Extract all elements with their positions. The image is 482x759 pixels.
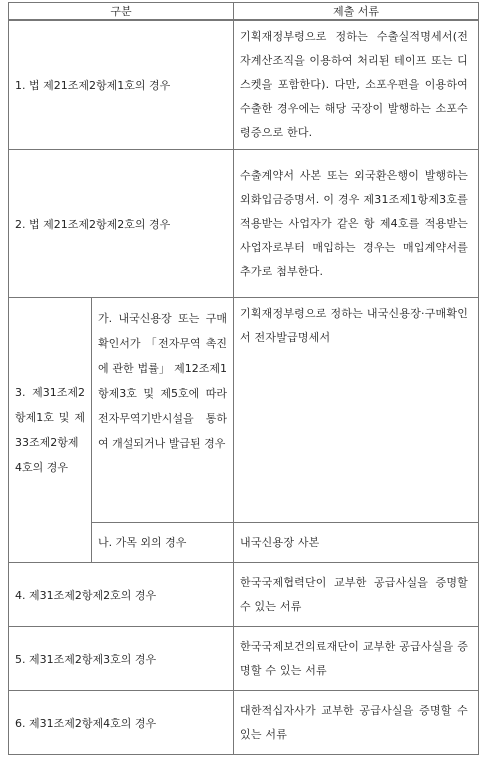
table-row — [9, 563, 479, 627]
header-row — [9, 3, 479, 21]
document-cell: 한국국제협력단이 교부한 공급사실을 증명할 수 있는 서류 — [234, 563, 479, 627]
subcase-a-cell: 가. 내국신용장 또는 구매확인서가 「전자무역 촉진에 관한 법률」 제12조제1항제3호 및 제5호에 따라 전자무역기반시설을 통하여 개설되거나 발급된 경우 — [92, 298, 234, 523]
document-cell: 수출계약서 사본 또는 외국환은행이 발행하는 외화입금증명서. 이 경우 제31조제1항제3호를 적용받는 사업자가 같은 항 제4호를 적용받는 사업자로부터 매입하는 경우는 매입계약서를 추가로 첨부한다. — [234, 150, 479, 298]
case-cell: 3. 제31조제2항제1호 및 제33조제2항제4호의 경우 — [9, 298, 92, 563]
header-documents: 제출 서류 — [234, 3, 479, 21]
case-cell: 6. 제31조제2항제4호의 경우 — [9, 691, 234, 755]
table-row — [9, 20, 479, 150]
table-row — [9, 298, 479, 523]
document-cell: 기획재정부령으로 정하는 수출실적명세서(전자계산조직을 이용하여 처리된 테이프 또는 디스켓을 포함한다). 다만, 소포우편을 이용하여 수출한 경우에는 해당 국장이 발행하는 소포수령증으로 한다. — [234, 20, 479, 150]
subcase-b-cell: 나. 가목 외의 경우 — [92, 523, 234, 563]
document-cell: 대한적십자사가 교부한 공급사실을 증명할 수 있는 서류 — [234, 691, 479, 755]
case-cell: 5. 제31조제2항제3호의 경우 — [9, 627, 234, 691]
document-cell: 한국국제보건의료재단이 교부한 공급사실을 증명할 수 있는 서류 — [234, 627, 479, 691]
document-cell: 내국신용장 사본 — [234, 523, 479, 563]
case-cell: 4. 제31조제2항제2호의 경우 — [9, 563, 234, 627]
document-cell: 기획재정부령으로 정하는 내국신용장·구매확인서 전자발급명세서 — [234, 298, 479, 523]
document-table — [8, 2, 479, 755]
table-row — [9, 691, 479, 755]
table-row — [9, 150, 479, 298]
case-cell: 1. 법 제21조제2항제1호의 경우 — [9, 20, 234, 150]
case-cell: 2. 법 제21조제2항제2호의 경우 — [9, 150, 234, 298]
header-category: 구분 — [9, 3, 234, 21]
table-row — [9, 627, 479, 691]
